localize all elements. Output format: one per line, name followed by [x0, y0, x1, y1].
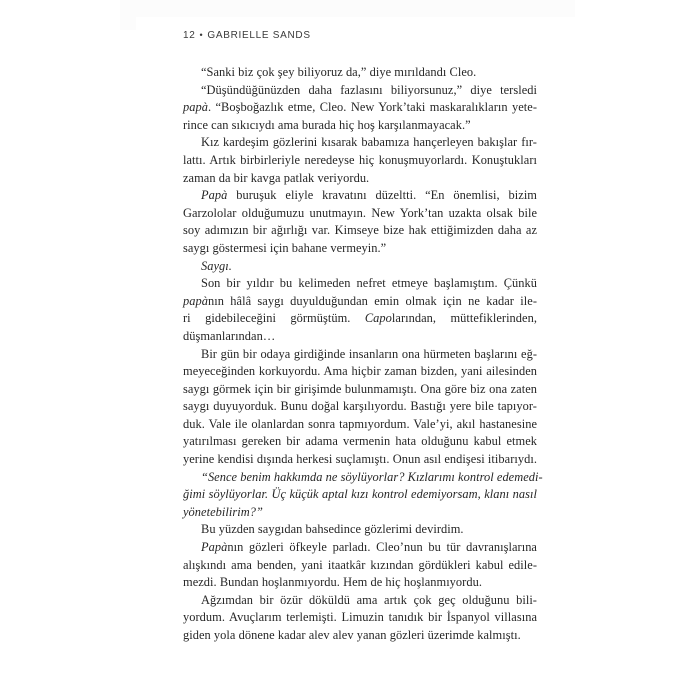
text-line: Ağzımdan bir özür döküldü ama artık çok geç olduğunu bili- — [201, 592, 537, 607]
text-line: mezdi. Bundan hoşlanmıyordu. Hem de hiç hoşlanmıyordu. — [183, 575, 482, 590]
text-line: Kız kardeşim gözlerini kısarak babamıza hançerleyen bakışlar fır- — [201, 135, 537, 150]
header-author: GABRIELLE SANDS — [207, 30, 311, 41]
header-separator-bullet: • — [199, 30, 204, 40]
running-header — [183, 29, 311, 42]
text-line: Papà buruşuk eliyle kravatını düzeltti. “En önemlisi, bizim — [201, 188, 537, 203]
text-line: “Düşündüğünüzden daha fazlasını biliyorsunuz,” diye tersledi — [201, 82, 537, 97]
text-line: yordum. Avuçlarım terlemişti. Limuzin tanıdık bir İspanyol villasına — [183, 610, 537, 625]
text-line: giden yola dönene kadar alev alev yanan gözleri üzerimde kalmıştı. — [183, 628, 521, 642]
text-line: saygı duyuyorduk. Bunu doğal karşılıyordu. Bastığı yere bile tapıyor- — [183, 399, 537, 414]
text-line: yönetebilirim?” — [183, 504, 263, 519]
text-line: meyeceğinden korkuyordu. Ama hiçbir zaman bizden, yani ailesinden — [183, 364, 537, 379]
text-line: düşmanlarından… — [183, 328, 276, 343]
text-line: “Sanki biz çok şey biliyoruz da,” diye mırıldandı Cleo. — [201, 65, 477, 79]
scan-shade-band — [120, 0, 575, 17]
text-line: yerine kendisi dışında herkesi suçlamıştı. Onun asıl endişesi itibarıydı. — [183, 452, 537, 467]
text-line: lattı. Artık birbirleriyle neredeyse hiç konuşmuyorlardı. Konuştukları — [183, 152, 537, 167]
text-line: soy adımızın bir ağırlığı var. Kimseye bize hak ettiğimizden daha az — [183, 223, 537, 238]
text-line: saygı göstermesi için bahane vermeyin.” — [183, 240, 387, 255]
text-line: Bu yüzden saygıdan bahsedince gözlerimi devirdim. — [201, 522, 464, 537]
page-body — [183, 64, 543, 645]
text-line: “Sence benim hakkımda ne söylüyorlar? Kızlarımı kontrol edemedi- — [201, 469, 543, 484]
text-line: Garzololar olduğumuzu unutmayın. New York’tan uzakta olsak bile — [183, 205, 537, 220]
text-line: Son bir yıldır bu kelimeden nefret etmeye başlamıştım. Çünkü — [201, 276, 537, 291]
page-number: 12 — [183, 30, 196, 41]
text-line: duk. Vale ile olanlardan sonra tapmıyordum. Vale’yi, akıl hastanesine — [183, 416, 537, 431]
text-line: yatırılması gereken bir adama vermenin hata olduğunu kabul etmek — [183, 434, 537, 449]
text-line: zaman da bir kavga patlak veriyordu. — [183, 170, 370, 185]
text-line: alışkındı ama benden, yani itaatkâr kızından gördükleri kabul edile- — [183, 557, 537, 572]
text-line: Saygı. — [201, 258, 232, 273]
text-line: papà. “Boşboğazlık etme, Cleo. New York’taki maskaralıkların yete- — [183, 100, 537, 115]
text-line: ğimi söylüyorlar. Üç küçük aptal kızı kontrol edemiyorsam, klanı nasıl — [183, 487, 537, 502]
text-line: Bir gün bir odaya girdiğinde insanların ona hürmeten başlarını eğ- — [201, 346, 537, 361]
text-line: papànın hâlâ saygı duyulduğundan emin olmak için ne kadar ile- — [183, 293, 537, 308]
scan-shade-notch — [120, 0, 136, 30]
text-line: rince can sıkıcıydı ama burada hiç hoş karşılanmayacak.” — [183, 117, 471, 132]
text-line: saygı görmek için bir girişimde bulunmamıştı. Ona göre biz ona zaten — [183, 381, 537, 396]
text-line: Papànın gözleri öfkeyle parladı. Cleo’nun bu tür davranışlarına — [201, 540, 537, 555]
text-line: ri gidebileceğini görmüştüm. Capolarından, müttefiklerinden, — [183, 311, 537, 326]
